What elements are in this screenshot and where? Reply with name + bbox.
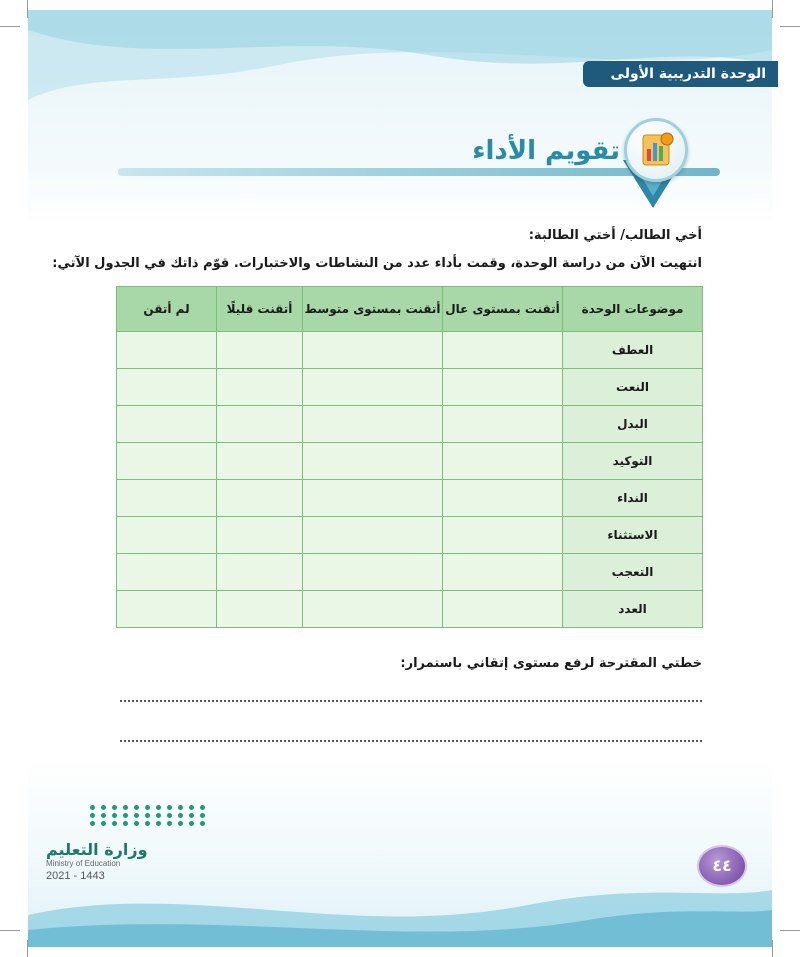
table-row bbox=[117, 406, 703, 443]
plan-answer-line[interactable] bbox=[120, 740, 702, 742]
rating-cell[interactable] bbox=[217, 443, 303, 480]
ministry-name-arabic: وزارة التعليم bbox=[46, 840, 148, 859]
topic-cell: التعجب bbox=[563, 554, 703, 591]
column-header-not-mastered: لم أتقن bbox=[117, 287, 217, 332]
rating-cell[interactable] bbox=[217, 332, 303, 369]
crop-mark bbox=[780, 26, 800, 27]
ministry-dots-icon bbox=[90, 805, 186, 826]
rating-cell[interactable] bbox=[117, 406, 217, 443]
table-row bbox=[117, 443, 703, 480]
unit-label: الوحدة التدريبية الأولى bbox=[583, 61, 778, 87]
rating-cell[interactable] bbox=[303, 591, 443, 628]
rating-cell[interactable] bbox=[117, 517, 217, 554]
rating-cell[interactable] bbox=[117, 369, 217, 406]
rating-cell[interactable] bbox=[443, 443, 563, 480]
ministry-name-english: Ministry of Education bbox=[46, 859, 121, 868]
section-title: تقويم الأداء bbox=[472, 136, 620, 166]
rating-cell[interactable] bbox=[443, 480, 563, 517]
rating-cell[interactable] bbox=[443, 591, 563, 628]
rating-cell[interactable] bbox=[443, 517, 563, 554]
self-evaluation-table bbox=[116, 286, 703, 628]
rating-cell[interactable] bbox=[303, 480, 443, 517]
topic-cell: التوكيد bbox=[563, 443, 703, 480]
rating-cell[interactable] bbox=[303, 517, 443, 554]
ministry-logo bbox=[46, 805, 186, 882]
rating-cell[interactable] bbox=[303, 554, 443, 591]
crop-mark bbox=[27, 0, 28, 18]
rating-cell[interactable] bbox=[303, 332, 443, 369]
rating-cell[interactable] bbox=[443, 554, 563, 591]
crop-mark bbox=[27, 940, 28, 957]
table-header-row bbox=[117, 287, 703, 332]
topic-cell: البدل bbox=[563, 406, 703, 443]
column-header-little: أتقنت قليلًا bbox=[217, 287, 303, 332]
topic-cell: الاستثناء bbox=[563, 517, 703, 554]
greeting-text: أخي الطالب/ أختي الطالبة: bbox=[528, 228, 702, 243]
table-row bbox=[117, 591, 703, 628]
edition-year: 2021 - 1443 bbox=[46, 870, 105, 882]
column-header-medium: أتقنت بمستوى متوسط bbox=[303, 287, 443, 332]
table-row bbox=[117, 332, 703, 369]
instruction-text: انتهيت الآن من دراسة الوحدة، وقمت بأداء عدد من النشاطات والاختبارات. قوّم ذاتك في الجدول الآتي: bbox=[52, 256, 702, 271]
crop-mark bbox=[772, 0, 773, 18]
rating-cell[interactable] bbox=[303, 369, 443, 406]
crop-mark bbox=[780, 930, 800, 931]
table-row bbox=[117, 369, 703, 406]
rating-cell[interactable] bbox=[117, 480, 217, 517]
rating-cell[interactable] bbox=[303, 406, 443, 443]
column-header-topics: موضوعات الوحدة bbox=[563, 287, 703, 332]
rating-cell[interactable] bbox=[217, 517, 303, 554]
rating-cell[interactable] bbox=[117, 591, 217, 628]
crop-mark bbox=[0, 930, 20, 931]
rating-cell[interactable] bbox=[443, 332, 563, 369]
rating-cell[interactable] bbox=[217, 591, 303, 628]
rating-cell[interactable] bbox=[217, 369, 303, 406]
chart-clipboard-icon bbox=[627, 121, 685, 179]
page-number-badge: ٤٤ bbox=[697, 845, 747, 887]
rating-cell[interactable] bbox=[217, 554, 303, 591]
column-header-high: أتقنت بمستوى عال bbox=[443, 287, 563, 332]
topic-cell: العدد bbox=[563, 591, 703, 628]
topic-cell: النداء bbox=[563, 480, 703, 517]
rating-cell[interactable] bbox=[303, 443, 443, 480]
rating-cell[interactable] bbox=[217, 480, 303, 517]
rating-cell[interactable] bbox=[117, 332, 217, 369]
table-row bbox=[117, 517, 703, 554]
topic-cell: العطف bbox=[563, 332, 703, 369]
rating-cell[interactable] bbox=[117, 443, 217, 480]
table-row bbox=[117, 554, 703, 591]
plan-label: خطتي المقترحة لرفع مستوى إتقاني باستمرار: bbox=[400, 656, 702, 671]
rating-cell[interactable] bbox=[443, 406, 563, 443]
table-row bbox=[117, 480, 703, 517]
topic-cell: النعت bbox=[563, 369, 703, 406]
crop-mark bbox=[0, 26, 20, 27]
rating-cell[interactable] bbox=[443, 369, 563, 406]
crop-mark bbox=[772, 940, 773, 957]
rating-cell[interactable] bbox=[217, 406, 303, 443]
performance-icon bbox=[624, 118, 688, 182]
rating-cell[interactable] bbox=[117, 554, 217, 591]
plan-answer-line[interactable] bbox=[120, 700, 702, 702]
